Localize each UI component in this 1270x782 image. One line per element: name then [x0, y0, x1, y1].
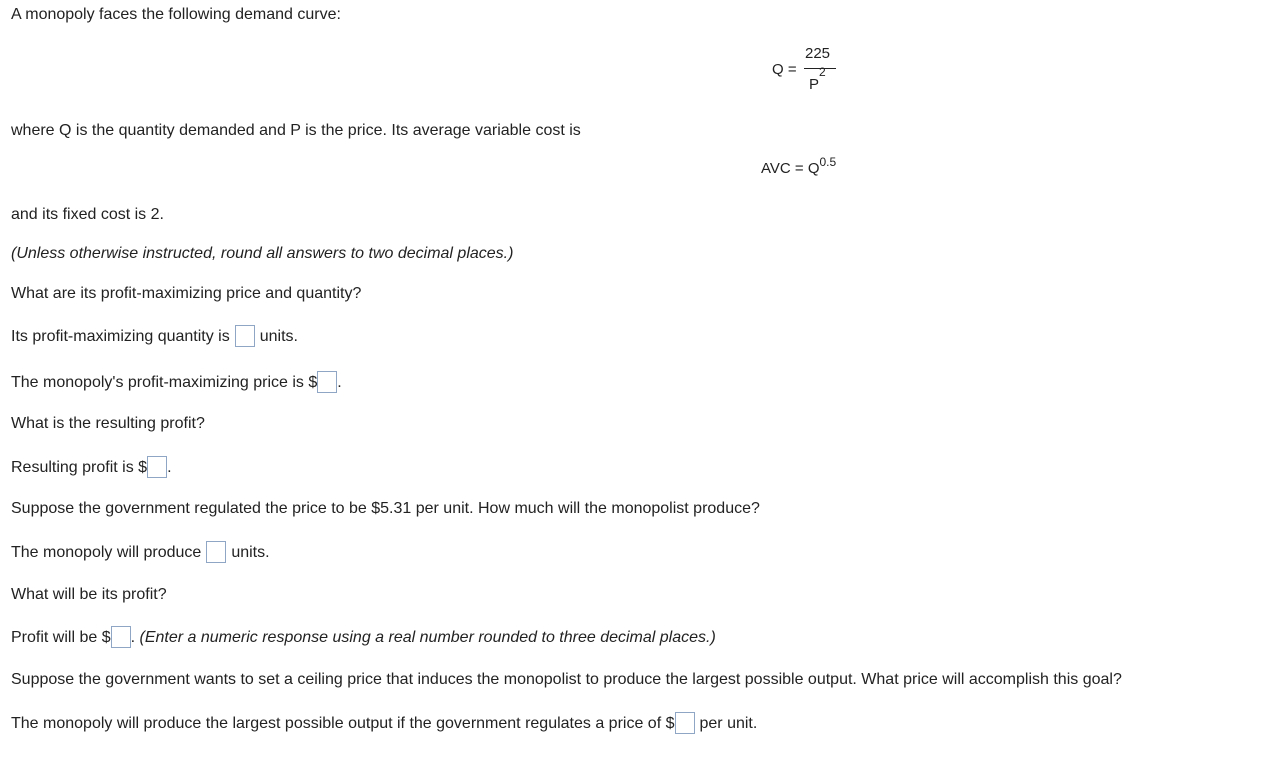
answer-5-suffix: .: [130, 629, 136, 647]
answer-1-row: [11, 326, 298, 348]
answer-4-row: [11, 542, 270, 564]
quantity-answer-input[interactable]: [235, 325, 255, 347]
answer-5-prefix: Profit will be $: [11, 629, 111, 647]
answer-5-note: (Enter a numeric response using a real number rounded to three decimal places.): [139, 629, 716, 647]
avc-equation: [761, 155, 837, 177]
answer-3-suffix: .: [167, 459, 172, 477]
question-5: Suppose the government wants to set a ceiling price that induces the monopolist to produce the largest possible output. What price will accomplish this goal?: [11, 671, 1122, 688]
question-3: Suppose the government regulated the price to be $5.31 per unit. How much will the monopolist produce?: [11, 500, 760, 517]
price-answer-input[interactable]: [317, 371, 337, 393]
profit-answer-input[interactable]: [147, 456, 167, 478]
answer-6-suffix: per unit.: [699, 715, 758, 733]
answer-6-prefix: The monopoly will produce the largest possible output if the government regulates a price of $: [11, 715, 675, 733]
question-4: What will be its profit?: [11, 586, 167, 603]
question-1: What are its profit-maximizing price and quantity?: [11, 285, 362, 302]
where-text: where Q is the quantity demanded and P is the price. Its average variable cost is: [11, 122, 581, 139]
demand-eq-denominator: [809, 65, 826, 93]
answer-2-row: [11, 372, 342, 394]
denominator-exponent: 2: [819, 65, 826, 79]
ceiling-price-input[interactable]: [675, 712, 695, 734]
demand-equation: [772, 44, 842, 100]
fixed-cost-text: and its fixed cost is 2.: [11, 206, 164, 223]
answer-1-suffix: units.: [259, 328, 298, 346]
regulated-quantity-input[interactable]: [206, 541, 226, 563]
avc-eq-lhs: AVC = Q: [761, 160, 820, 177]
demand-eq-lhs: Q =: [772, 61, 797, 78]
answer-6-row: [11, 713, 757, 735]
denominator-base: P: [809, 76, 820, 93]
answer-3-row: [11, 457, 172, 479]
answer-2-suffix: .: [337, 374, 342, 392]
answer-4-suffix: units.: [231, 544, 270, 562]
intro-text: A monopoly faces the following demand curve:: [11, 6, 341, 23]
answer-5-row: [11, 627, 716, 649]
answer-3-prefix: Resulting profit is $: [11, 459, 148, 477]
demand-eq-numerator: 225: [805, 45, 831, 62]
regulated-profit-input[interactable]: [111, 626, 131, 648]
answer-2-prefix: The monopoly's profit-maximizing price is $: [11, 374, 318, 392]
answer-4-prefix: The monopoly will produce: [11, 544, 202, 562]
answer-1-prefix: Its profit-maximizing quantity is: [11, 328, 230, 346]
round-note: (Unless otherwise instructed, round all answers to two decimal places.): [11, 245, 514, 262]
avc-eq-exponent: 0.5: [819, 155, 837, 169]
question-2: What is the resulting profit?: [11, 415, 205, 432]
